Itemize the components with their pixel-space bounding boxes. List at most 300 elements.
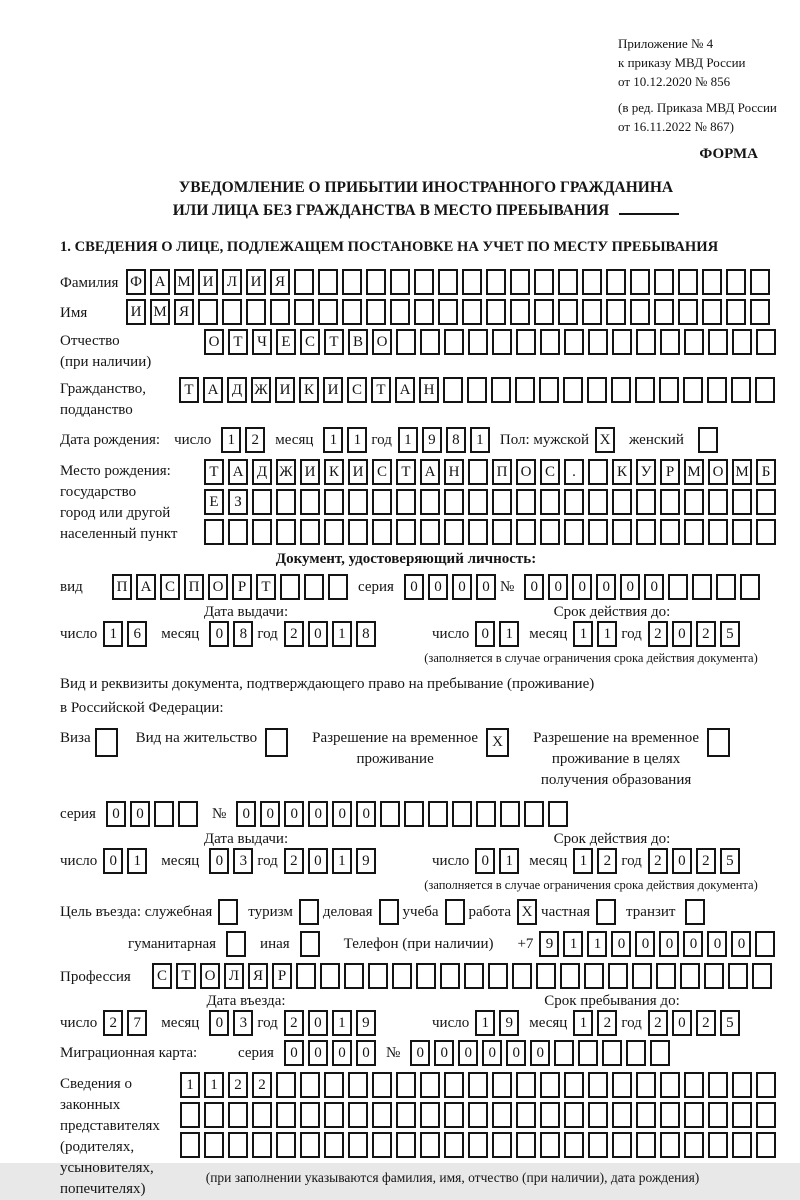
form-cell (420, 329, 440, 355)
form-cell: О (204, 329, 224, 355)
purpose-study-checkbox (445, 899, 469, 925)
form-cell (318, 269, 338, 295)
representatives-label-line4: (родителях, (60, 1139, 135, 1155)
form-cell (588, 1072, 608, 1098)
entry-date (60, 1010, 432, 1036)
form-cell (348, 519, 368, 545)
form-cell (300, 931, 320, 957)
form-cell: 2 (648, 848, 668, 874)
given-name-label: Имя (60, 305, 88, 321)
identity-number-cells (524, 574, 764, 600)
form-cell: М (174, 269, 194, 295)
form-cell (684, 329, 704, 355)
form-cell (204, 1102, 224, 1128)
form-cell (280, 574, 300, 600)
form-cell (612, 489, 632, 515)
form-cell (684, 489, 704, 515)
form-cell (438, 269, 458, 295)
form-cell: 0 (476, 574, 496, 600)
form-cell (198, 299, 218, 325)
form-cell: Я (248, 963, 268, 989)
form-cell (444, 329, 464, 355)
form-cell: К (299, 377, 319, 403)
form-cell (180, 1132, 200, 1158)
form-cell: А (136, 574, 156, 600)
representatives-note: (при заполнении указываются фамилия, имя, отчество (при наличии), дата рождения) (205, 1170, 700, 1185)
representatives-label-line5: усыновителях, (60, 1160, 154, 1176)
form-cell (344, 963, 364, 989)
residence-issue-year-cells (284, 848, 380, 874)
form-cell (380, 801, 400, 827)
form-cell: 0 (672, 848, 692, 874)
purpose-other-checkbox (300, 931, 324, 957)
birth-month-cells (323, 427, 371, 453)
form-cell (512, 963, 532, 989)
form-cell (276, 1102, 296, 1128)
form-cell (468, 1102, 488, 1128)
form-cell: 0 (332, 1040, 352, 1066)
form-cell (366, 269, 386, 295)
form-cell (708, 1072, 728, 1098)
form-cell (756, 1102, 776, 1128)
entry-month-label: месяц (161, 1014, 200, 1031)
form-cell (558, 269, 578, 295)
visit-purpose-row (60, 899, 792, 925)
form-cell (732, 1102, 752, 1128)
residence-date-headings (60, 831, 792, 848)
form-cell (476, 801, 496, 827)
form-cell (540, 489, 560, 515)
form-cell: П (112, 574, 132, 600)
form-cell (660, 1072, 680, 1098)
expiry-month-label: месяц (529, 625, 568, 642)
residence-dates-row (60, 848, 792, 874)
form-cell (420, 1072, 440, 1098)
form-cell (300, 1132, 320, 1158)
form-cell (534, 269, 554, 295)
expiry-day-cells (475, 621, 523, 647)
form-cell: 1 (127, 848, 147, 874)
residence-seriya-label: серия (60, 805, 96, 822)
form-cell (515, 377, 535, 403)
form-cell (708, 519, 728, 545)
form-cell: 1 (499, 621, 519, 647)
form-cell: 8 (446, 427, 466, 453)
option-visa (60, 728, 122, 757)
form-cell: 2 (648, 621, 668, 647)
stay-month-label: месяц (529, 1014, 568, 1031)
identity-seriya-cells (404, 574, 500, 600)
form-cell (372, 1102, 392, 1128)
form-cell (698, 427, 718, 453)
form-cell (500, 801, 520, 827)
form-cell (659, 377, 679, 403)
form-cell: Ж (276, 459, 296, 485)
form-cell: 0 (506, 1040, 526, 1066)
option-temp-residence-education-checkbox (707, 728, 734, 757)
residence-issue-day-cells (103, 848, 151, 874)
form-cell (467, 377, 487, 403)
entry-year-label: год (257, 1014, 278, 1031)
form-cell: 0 (458, 1040, 478, 1066)
purpose-business-checkbox (379, 899, 403, 925)
form-cell: 1 (332, 1010, 352, 1036)
form-cell: 1 (103, 621, 123, 647)
form-cell (443, 377, 463, 403)
purpose-transit-checkbox (685, 899, 709, 925)
entry-day-label: число (60, 1014, 98, 1031)
form-cell: 1 (204, 1072, 224, 1098)
form-cell (270, 299, 290, 325)
patronymic-row (60, 329, 792, 373)
migration-seriya-label: серия (238, 1044, 274, 1061)
form-cell (178, 801, 198, 827)
form-cell (252, 489, 272, 515)
form-cell: И (246, 269, 266, 295)
form-cell: 0 (284, 1040, 304, 1066)
birth-month-label: месяц (275, 431, 314, 448)
form-cell: Т (396, 459, 416, 485)
patronymic-cells (204, 329, 780, 355)
form-cell (468, 459, 488, 485)
form-cell (732, 1132, 752, 1158)
birth-place-label-line2: государство (60, 484, 137, 500)
form-cell: Т (179, 377, 199, 403)
residence-issue-month-label: месяц (161, 852, 200, 869)
form-cell (564, 519, 584, 545)
form-cell (584, 963, 604, 989)
form-cell (304, 574, 324, 600)
form-cell (660, 519, 680, 545)
option-visa-checkbox (95, 728, 122, 757)
form-cell (468, 329, 488, 355)
form-cell (606, 299, 626, 325)
surname-cells (126, 269, 774, 295)
form-cell (750, 299, 770, 325)
form-cell: 9 (499, 1010, 519, 1036)
form-cell: 1 (398, 427, 418, 453)
purpose-other-label: иная (260, 935, 290, 952)
form-cell (740, 574, 760, 600)
form-cell: М (150, 299, 170, 325)
form-cell (588, 489, 608, 515)
birth-date-row (60, 427, 792, 453)
form-cell: П (492, 459, 512, 485)
residence-expiry-day-cells (475, 848, 523, 874)
birth-place-label-line1: Место рождения: (60, 463, 171, 479)
form-cell (588, 519, 608, 545)
form-cell (660, 1132, 680, 1158)
appendix-line-1: Приложение № 4 (618, 36, 714, 51)
form-cell: 8 (356, 621, 376, 647)
residence-issue-month-cells (209, 848, 257, 874)
form-cell (606, 269, 626, 295)
form-cell (636, 489, 656, 515)
birth-place-row (60, 459, 792, 545)
form-cell: 1 (180, 1072, 200, 1098)
identity-expiry-date (432, 621, 744, 647)
form-cell (464, 963, 484, 989)
form-cell (524, 801, 544, 827)
identity-issue-date (60, 621, 432, 647)
form-cell (294, 269, 314, 295)
form-cell: 0 (308, 621, 328, 647)
form-cell (516, 489, 536, 515)
form-cell (276, 1072, 296, 1098)
form-cell (324, 1102, 344, 1128)
form-cell: 0 (332, 801, 352, 827)
form-cell (414, 269, 434, 295)
form-cell (204, 519, 224, 545)
form-cell (348, 1102, 368, 1128)
form-cell (491, 377, 511, 403)
migration-seriya-cells (284, 1040, 380, 1066)
form-cell (732, 1072, 752, 1098)
form-cell: 0 (452, 574, 472, 600)
form-cell (564, 1102, 584, 1128)
form-cell (588, 459, 608, 485)
patronymic-label-line2: (при наличии) (60, 354, 152, 370)
representatives-label-line2: законных (60, 1097, 121, 1113)
form-cell (612, 1102, 632, 1128)
form-cell: А (228, 459, 248, 485)
form-cell (180, 1102, 200, 1128)
form-cell (630, 299, 650, 325)
form-cell (668, 574, 688, 600)
form-cell (444, 1072, 464, 1098)
form-cell (444, 1102, 464, 1128)
form-cell (540, 329, 560, 355)
form-cell: 0 (130, 801, 150, 827)
identity-doc-heading: Документ, удостоверяющий личность: (275, 551, 537, 567)
form-cell (222, 299, 242, 325)
form-cell (635, 377, 655, 403)
form-cell (756, 329, 776, 355)
form-cell (588, 1102, 608, 1128)
form-cell (420, 1132, 440, 1158)
identity-vid-label: вид (60, 578, 83, 595)
form-cell (452, 801, 472, 827)
form-cell (582, 299, 602, 325)
form-cell (516, 329, 536, 355)
citizenship-row (60, 377, 792, 421)
form-cell (755, 931, 775, 957)
option-temp-residence-education (533, 728, 734, 791)
birth-day-cells (221, 427, 269, 453)
option-edu-line2: проживание в целях (551, 751, 681, 767)
purpose-work-checkbox (517, 899, 541, 925)
form-cell: 1 (573, 848, 593, 874)
identity-date-headings (60, 604, 792, 621)
stay-day-label: число (432, 1014, 470, 1031)
form-cell: З (228, 489, 248, 515)
form-cell (540, 1072, 560, 1098)
form-cell (372, 1072, 392, 1098)
form-cell: 2 (696, 848, 716, 874)
residence-expiry-heading: Срок действия до: (553, 831, 671, 847)
form-cell: 0 (284, 801, 304, 827)
form-cell (660, 1102, 680, 1128)
form-cell (516, 1102, 536, 1128)
form-cell (732, 519, 752, 545)
form-cell (444, 489, 464, 515)
form-cell: 1 (470, 427, 490, 453)
form-cell: Д (227, 377, 247, 403)
identity-issue-heading: Дата выдачи: (203, 604, 289, 620)
profession-row (60, 963, 792, 989)
form-cell (636, 1102, 656, 1128)
residence-issue-day-label: число (60, 852, 98, 869)
form-cell: 2 (648, 1010, 668, 1036)
form-cell: 2 (252, 1072, 272, 1098)
form-cell: С (372, 459, 392, 485)
appendix-line-2: к приказу МВД России (618, 55, 746, 70)
form-cell (396, 329, 416, 355)
form-cell (516, 1132, 536, 1158)
issue-month-cells (209, 621, 257, 647)
form-cell (416, 963, 436, 989)
option-edu-line3: получения образования (540, 772, 692, 788)
form-cell (683, 377, 703, 403)
form-cell (486, 299, 506, 325)
form-cell: А (395, 377, 415, 403)
form-cell: Ч (252, 329, 272, 355)
option-edu-line1: Разрешение на временное (533, 730, 700, 746)
form-cell (707, 728, 730, 757)
representatives-cells-row2 (180, 1102, 780, 1128)
form-cell: 0 (434, 1040, 454, 1066)
birth-place-label (60, 459, 204, 545)
form-cell (684, 1132, 704, 1158)
form-cell (318, 299, 338, 325)
form-cell: 1 (499, 848, 519, 874)
form-cell: 0 (209, 848, 229, 874)
residence-seriya-cells (106, 801, 202, 827)
form-cell: X (517, 899, 537, 925)
citizenship-label (60, 377, 179, 421)
option-residence-permit-label: Вид на жительство (135, 730, 258, 746)
form-cell: 0 (672, 621, 692, 647)
form-cell (630, 269, 650, 295)
form-cell: 0 (683, 931, 703, 957)
form-cell: И (198, 269, 218, 295)
form-cell (228, 519, 248, 545)
purpose-work-label: работа (468, 903, 512, 920)
form-cell (444, 519, 464, 545)
form-cell: 0 (672, 1010, 692, 1036)
stay-day-cells (475, 1010, 523, 1036)
form-cell (296, 963, 316, 989)
residence-expiry-month-cells (573, 848, 621, 874)
form-cell (445, 899, 465, 925)
form-cell (468, 1072, 488, 1098)
form-cell (246, 299, 266, 325)
identity-doc-row (60, 574, 792, 600)
form-cell (372, 489, 392, 515)
form-cell (396, 489, 416, 515)
form-cell: Е (204, 489, 224, 515)
gender-female-label: женский (629, 431, 684, 448)
form-cell: И (275, 377, 295, 403)
representatives-cells-row1 (180, 1072, 780, 1098)
form-cell (588, 329, 608, 355)
form-cell: 0 (530, 1040, 550, 1066)
identity-expiry-heading: Срок действия до: (553, 604, 671, 620)
form-cell (492, 489, 512, 515)
form-cell (612, 1072, 632, 1098)
form-cell (564, 489, 584, 515)
form-cell: Р (232, 574, 252, 600)
form-cell (438, 299, 458, 325)
form-cell: М (732, 459, 752, 485)
appendix-note (618, 34, 796, 136)
form-cell (708, 1132, 728, 1158)
form-cell: Р (272, 963, 292, 989)
form-cell: С (540, 459, 560, 485)
form-cell (588, 1132, 608, 1158)
form-cell: 1 (323, 427, 343, 453)
option-temp-residence-line2: проживание (356, 751, 434, 767)
form-cell: 0 (404, 574, 424, 600)
form-cell (534, 299, 554, 325)
form-cell (632, 963, 652, 989)
patronymic-label-line1: Отчество (60, 333, 120, 349)
form-cell (348, 1132, 368, 1158)
residence-number-sign: № (211, 805, 227, 822)
form-cell: С (347, 377, 367, 403)
form-cell (636, 1132, 656, 1158)
form-cell: Л (222, 269, 242, 295)
form-cell: 0 (410, 1040, 430, 1066)
form-cell (678, 269, 698, 295)
given-name-cells (126, 299, 774, 325)
form-cell (540, 1102, 560, 1128)
residence-issue-year-label: год (257, 852, 278, 869)
form-cell (548, 801, 568, 827)
form-cell (732, 489, 752, 515)
form-title-line2: ИЛИ ЛИЦА БЕЗ ГРАЖДАНСТВА В МЕСТО ПРЕБЫВАНИЯ (172, 202, 610, 219)
form-cell (300, 1102, 320, 1128)
residence-doc-options (60, 728, 792, 791)
form-cell (563, 377, 583, 403)
form-cell (324, 1072, 344, 1098)
form-cell (702, 269, 722, 295)
expiry-year-label: год (621, 625, 642, 642)
form-cell (728, 963, 748, 989)
option-temp-residence-line1: Разрешение на временное (312, 730, 479, 746)
issue-month-label: месяц (161, 625, 200, 642)
form-cell (324, 489, 344, 515)
form-cell: С (300, 329, 320, 355)
form-cell (342, 269, 362, 295)
form-cell: 5 (720, 621, 740, 647)
form-cell: 0 (308, 1040, 328, 1066)
migration-card-row (60, 1040, 792, 1066)
form-cell (516, 519, 536, 545)
form-cell (756, 489, 776, 515)
form-cell (554, 1040, 574, 1066)
issue-year-label: год (257, 625, 278, 642)
residence-doc-intro-line2: в Российской Федерации: (60, 700, 224, 716)
form-cell: X (486, 728, 509, 757)
form-cell: И (126, 299, 146, 325)
form-cell: 0 (659, 931, 679, 957)
residence-expiry-month-label: месяц (529, 852, 568, 869)
form-cell: 7 (127, 1010, 147, 1036)
form-cell: 2 (103, 1010, 123, 1036)
form-cell (708, 489, 728, 515)
form-cell (611, 377, 631, 403)
